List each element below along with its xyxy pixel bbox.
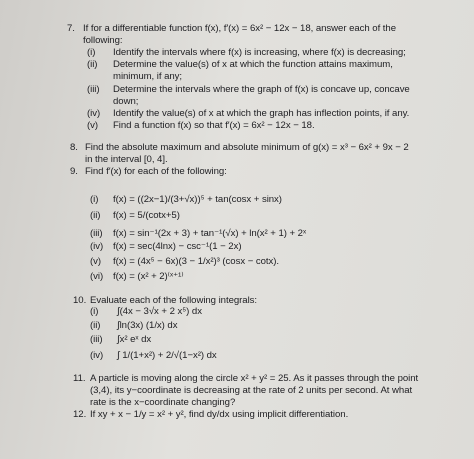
q7-number: 7. [67,23,75,34]
q7-item-text: minimum, if any; [113,71,183,82]
q12-text: If xy + x − 1/y = x² + y², find dy/dx using implicit differentiation. [90,409,349,420]
q11-text-continued: rate is the x−coordinate changing? [90,397,236,408]
q7-item-label: (iii) [87,84,100,95]
q7-item-text: Find a function f(x) so that f′(x) = 6x² − 12x − 18. [113,120,315,131]
q7-stem: If for a differentiable function f(x), f′(x) = 6x² − 12x − 18, answer each of the [83,23,396,34]
q9-item-text: f(x) = sec(4lnx) − csc⁻¹(1 − 2x) [113,241,242,252]
q7-item-text: Identify the value(s) of x at which the graph has inflection points, if any. [113,108,410,119]
q9-item-text: f(x) = sin⁻¹(2x + 3) + tan⁻¹(√x) + ln(x² + 1) + 2ˣ [113,228,307,239]
q9-item-text: f(x) = 5/(cotx+5) [113,210,180,221]
q11-text: A particle is moving along the circle x² + y² = 25. As it passes through the point [90,373,419,384]
q8-text: Find the absolute maximum and absolute minimum of g(x) = x³ − 6x² + 9x − 2 [85,142,409,153]
q9-item-text: f(x) = ((2x−1)/(3+√x))⁵ + tan(cosx + sinx) [113,194,282,205]
q9-item-label: (iii) [90,228,103,239]
q9-item-text: f(x) = (4x⁵ − 6x)(3 − 1/x²)³ (cosx − cotx). [113,256,280,267]
q7-item-text: Identify the intervals where f(x) is increasing, where f(x) is decreasing; [113,47,406,58]
q9-number: 9. [70,166,78,177]
q9-item-text: f(x) = (x² + 2)⁽ˣ⁺¹⁾ [113,271,184,282]
q7-item-label: (iv) [87,108,101,119]
q9-item-label: (vi) [90,271,104,282]
q9-item-label: (i) [90,194,99,205]
q10-number: 10. [73,295,87,306]
q9-item-label: (iv) [90,241,104,252]
q7-item-label: (ii) [87,59,98,70]
q10-item-label: (ii) [90,320,101,331]
q10-text: Evaluate each of the following integrals: [90,295,258,306]
q10-item-text: ∫ 1/(1+x²) + 2/√(1−x²) dx [117,350,217,361]
q10-item-label: (i) [90,306,99,317]
q9-text: Find f′(x) for each of the following: [85,166,227,177]
q7-item-text: Determine the value(s) of x at which the function attains maximum, [113,59,393,70]
q10-item-text: ∫x² eˣ dx [117,334,152,345]
q7-stem-continued: following: [83,35,123,46]
q10-item-label: (iii) [90,334,103,345]
q10-item-text: ∫ln(3x) (1/x) dx [117,320,178,331]
q7-item-label: (v) [87,120,99,131]
q8-number: 8. [70,142,78,153]
q10-item-label: (iv) [90,350,104,361]
q7-item-text: down; [113,96,139,107]
q8-text-continued: in the interval [0, 4]. [85,154,168,165]
q11-number: 11. [73,373,86,384]
q10-item-text: ∫(4x − 3√x + 2 x⁵) dx [117,306,202,317]
q9-item-label: (ii) [90,210,101,221]
q7-item-text: Determine the intervals where the graph of f(x) is concave up, concave [113,84,410,95]
q7-item-label: (i) [87,47,96,58]
q11-text-continued: (3,4), its y−coordinate is decreasing at the rate of 2 units per second. At what [90,385,413,396]
q12-number: 12. [73,409,87,420]
q9-item-label: (v) [90,256,102,267]
